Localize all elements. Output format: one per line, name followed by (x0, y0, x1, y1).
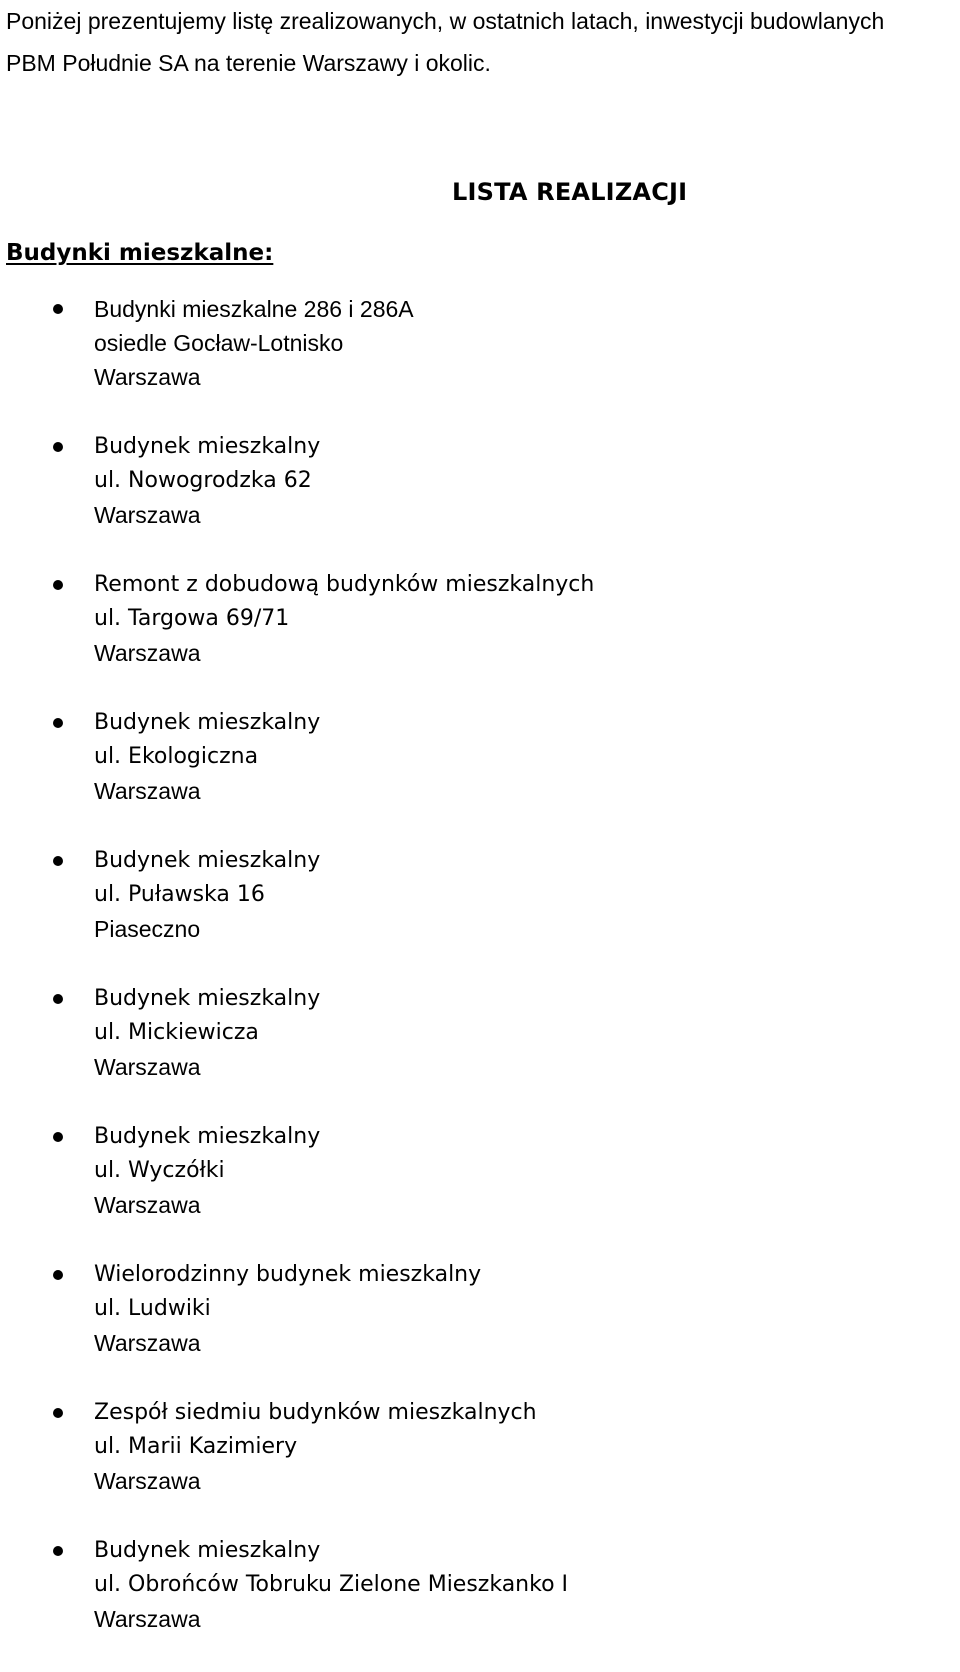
section-heading-residential: Budynki mieszkalne: (6, 240, 274, 266)
intro-line-1: Poniżej prezentujemy listę zrealizowanych, w ostatnich latach, inwestycji budowlanych (6, 8, 885, 34)
item-location: ul. Marii Kazimiery (94, 1434, 298, 1459)
item-name: Budynek mieszkalny (94, 710, 321, 735)
bullet-icon (53, 1408, 63, 1418)
bullet-icon (53, 718, 63, 728)
item-city: Warszawa (94, 502, 201, 528)
item-name: Remont z dobudową budynków mieszkalnych (94, 572, 595, 597)
item-city: Warszawa (94, 1330, 201, 1356)
item-city: Warszawa (94, 1606, 201, 1632)
bullet-icon (53, 1270, 63, 1280)
item-location: ul. Ekologiczna (94, 744, 259, 769)
list-item (0, 1534, 960, 1672)
item-city: Warszawa (94, 1192, 201, 1218)
bullet-icon (53, 304, 63, 314)
item-name: Wielorodzinny budynek mieszkalny (94, 1262, 482, 1287)
item-location: osiedle Gocław-Lotnisko (94, 330, 344, 356)
bullet-icon (53, 580, 63, 590)
item-location: ul. Targowa 69/71 (94, 606, 290, 631)
bullet-icon (53, 994, 63, 1004)
list-item (0, 430, 960, 568)
item-name: Budynek mieszkalny (94, 848, 321, 873)
item-city: Warszawa (94, 364, 201, 390)
item-location: ul. Mickiewicza (94, 1020, 259, 1045)
realizations-list (0, 292, 960, 1672)
page-title: LISTA REALIZACJI (452, 178, 688, 206)
bullet-icon (53, 856, 63, 866)
bullet-icon (53, 1546, 63, 1556)
item-name: Budynek mieszkalny (94, 986, 321, 1011)
list-item (0, 1258, 960, 1396)
item-city: Warszawa (94, 778, 201, 804)
item-name: Budynek mieszkalny (94, 1538, 321, 1563)
item-city: Piaseczno (94, 916, 201, 942)
list-item (0, 292, 960, 430)
item-location: ul. Ludwiki (94, 1296, 211, 1321)
item-name: Budynek mieszkalny (94, 1124, 321, 1149)
bullet-icon (53, 442, 63, 452)
item-location: ul. Puławska 16 (94, 882, 265, 907)
item-name: Budynki mieszkalne 286 i 286A (94, 296, 414, 322)
intro-paragraph (6, 0, 956, 84)
intro-line-2: PBM Południe SA na terenie Warszawy i okolic. (6, 50, 491, 76)
item-city: Warszawa (94, 1054, 201, 1080)
list-item (0, 1120, 960, 1258)
list-item (0, 844, 960, 982)
item-city: Warszawa (94, 1468, 201, 1494)
item-name: Zespół siedmiu budynków mieszkalnych (94, 1400, 537, 1425)
item-city: Warszawa (94, 640, 201, 666)
list-item (0, 706, 960, 844)
item-name: Budynek mieszkalny (94, 434, 321, 459)
item-location: ul. Obrońców Tobruku Zielone Mieszkanko I (94, 1572, 569, 1597)
item-location: ul. Nowogrodzka 62 (94, 468, 312, 493)
list-item (0, 568, 960, 706)
item-location: ul. Wyczółki (94, 1158, 225, 1183)
list-item (0, 1396, 960, 1534)
list-item (0, 982, 960, 1120)
bullet-icon (53, 1132, 63, 1142)
